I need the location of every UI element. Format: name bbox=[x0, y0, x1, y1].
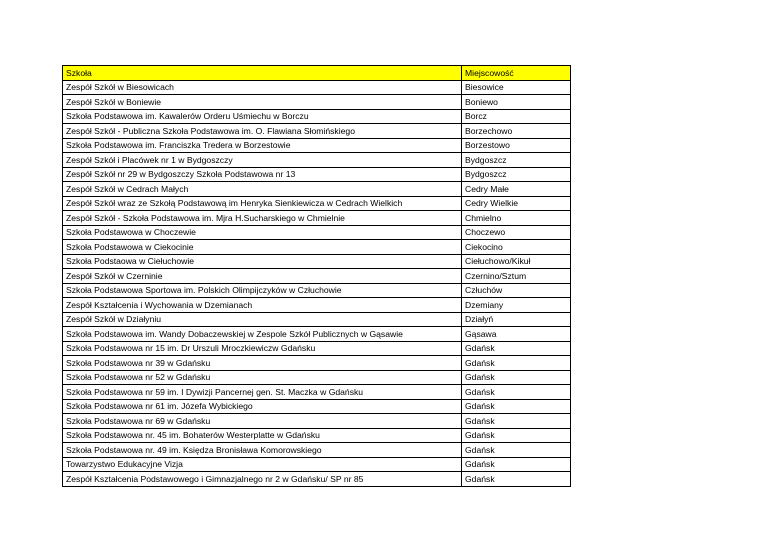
table-row bbox=[63, 211, 571, 226]
city-cell: Gdańsk bbox=[462, 341, 571, 356]
city-cell: Gdańsk bbox=[462, 399, 571, 414]
school-cell: Szkoła Podstawowa nr 59 im. I Dywizji Pancernej gen. St. Maczka w Gdańsku bbox=[63, 385, 462, 400]
school-cell: Zespół Szkół w Biesowicach bbox=[63, 80, 462, 95]
city-cell: Borzechowo bbox=[462, 124, 571, 139]
school-cell: Zespół Szkół w Cedrach Małych bbox=[63, 182, 462, 197]
header-row bbox=[63, 66, 571, 81]
school-cell: Szkoła Podstawowa w Choczewie bbox=[63, 225, 462, 240]
header-city: Miejscowość bbox=[462, 66, 571, 81]
school-cell: Zespół Szkół i Placówek nr 1 w Bydgoszczy bbox=[63, 153, 462, 168]
city-cell: Borcz bbox=[462, 109, 571, 124]
schools-table bbox=[62, 65, 571, 487]
table-row bbox=[63, 182, 571, 197]
city-cell: Ciekocino bbox=[462, 240, 571, 255]
table-row bbox=[63, 428, 571, 443]
city-cell: Gdańsk bbox=[462, 457, 571, 472]
city-cell: Borzestowo bbox=[462, 138, 571, 153]
city-cell: Gdańsk bbox=[462, 428, 571, 443]
city-cell: Choczewo bbox=[462, 225, 571, 240]
school-cell: Zespół Szkół - Szkoła Podstawowa im. Mjra H.Sucharskiego w Chmielnie bbox=[63, 211, 462, 226]
table-row bbox=[63, 269, 571, 284]
table-row bbox=[63, 370, 571, 385]
table-row bbox=[63, 109, 571, 124]
table-row bbox=[63, 414, 571, 429]
school-cell: Szkoła Podstaowa w Ciełuchowie bbox=[63, 254, 462, 269]
table-row bbox=[63, 312, 571, 327]
school-cell: Zespół Kształcenia i Wychowania w Dzemianach bbox=[63, 298, 462, 313]
city-cell: Gąsawa bbox=[462, 327, 571, 342]
school-cell: Szkoła Podstawowa im. Franciszka Tredera w Borzestowie bbox=[63, 138, 462, 153]
city-cell: Chmielno bbox=[462, 211, 571, 226]
school-cell: Zespół Szkół w Działyniu bbox=[63, 312, 462, 327]
school-cell: Szkoła Podstawowa w Ciekocinie bbox=[63, 240, 462, 255]
header-school: Szkoła bbox=[63, 66, 462, 81]
school-cell: Szkoła Podstawowa nr. 45 im. Bohaterów Westerplatte w Gdańsku bbox=[63, 428, 462, 443]
city-cell: Człuchów bbox=[462, 283, 571, 298]
school-cell: Szkoła Podstawowa nr 61 im. Józefa Wybickiego bbox=[63, 399, 462, 414]
city-cell: Cedry Małe bbox=[462, 182, 571, 197]
city-cell: Gdańsk bbox=[462, 356, 571, 371]
school-cell: Zespół Szkół nr 29 w Bydgoszczy Szkoła Podstawowa nr 13 bbox=[63, 167, 462, 182]
school-cell: Zespół Kształcenia Podstawowego i Gimnazjalnego nr 2 w Gdańsku/ SP nr 85 bbox=[63, 472, 462, 487]
table-row bbox=[63, 341, 571, 356]
city-cell: Działyń bbox=[462, 312, 571, 327]
table-row bbox=[63, 225, 571, 240]
city-cell: Boniewo bbox=[462, 95, 571, 110]
school-cell: Zespół Szkół wraz ze Szkołą Podstawową im Henryka Sienkiewicza w Cedrach Wielkich bbox=[63, 196, 462, 211]
school-cell: Zespół Szkół w Boniewie bbox=[63, 95, 462, 110]
city-cell: Biesowice bbox=[462, 80, 571, 95]
school-cell: Szkoła Podstawowa nr 52 w Gdańsku bbox=[63, 370, 462, 385]
table-row bbox=[63, 327, 571, 342]
city-cell: Bydgoszcz bbox=[462, 167, 571, 182]
school-cell: Szkoła Podstawowa nr 15 im. Dr Urszuli Mroczkiewiczw Gdańsku bbox=[63, 341, 462, 356]
school-cell: Szkoła Podstawowa Sportowa im. Polskich Olimpijczyków w Człuchowie bbox=[63, 283, 462, 298]
city-cell: Czernino/Sztum bbox=[462, 269, 571, 284]
table-row bbox=[63, 138, 571, 153]
table-row bbox=[63, 153, 571, 168]
table-row bbox=[63, 298, 571, 313]
school-cell: Szkoła Podstawowa nr 39 w Gdańsku bbox=[63, 356, 462, 371]
table-row bbox=[63, 443, 571, 458]
school-cell: Zespół Szkół - Publiczna Szkoła Podstawowa im. O. Flawiana Słomińskiego bbox=[63, 124, 462, 139]
table-row bbox=[63, 457, 571, 472]
table-row bbox=[63, 196, 571, 211]
city-cell: Bydgoszcz bbox=[462, 153, 571, 168]
table-row bbox=[63, 167, 571, 182]
city-cell: Dzemiany bbox=[462, 298, 571, 313]
table-row bbox=[63, 80, 571, 95]
city-cell: Gdańsk bbox=[462, 385, 571, 400]
school-cell: Szkoła Podstawowa im. Kawalerów Orderu Uśmiechu w Borczu bbox=[63, 109, 462, 124]
school-cell: Szkoła Podstawowa im. Wandy Dobaczewskiej w Zespole Szkół Publicznych w Gąsawie bbox=[63, 327, 462, 342]
school-cell: Szkoła Podstawowa nr. 49 im. Księdza Bronisława Komorowskiego bbox=[63, 443, 462, 458]
city-cell: Gdańsk bbox=[462, 443, 571, 458]
school-cell: Zespół Szkół w Czerninie bbox=[63, 269, 462, 284]
city-cell: Gdańsk bbox=[462, 414, 571, 429]
table-row bbox=[63, 399, 571, 414]
city-cell: Gdańsk bbox=[462, 370, 571, 385]
table-row bbox=[63, 356, 571, 371]
table-row bbox=[63, 385, 571, 400]
table-row bbox=[63, 124, 571, 139]
table-row bbox=[63, 254, 571, 269]
table-row bbox=[63, 95, 571, 110]
table-row bbox=[63, 472, 571, 487]
table-row bbox=[63, 240, 571, 255]
table-row bbox=[63, 283, 571, 298]
schools-table-body bbox=[63, 66, 571, 487]
city-cell: Gdańsk bbox=[462, 472, 571, 487]
school-cell: Towarzystwo Edukacyjne Vizja bbox=[63, 457, 462, 472]
school-cell: Szkoła Podstawowa nr 69 w Gdańsku bbox=[63, 414, 462, 429]
city-cell: Ciełuchowo/Kikuł bbox=[462, 254, 571, 269]
city-cell: Cedry Wielkie bbox=[462, 196, 571, 211]
